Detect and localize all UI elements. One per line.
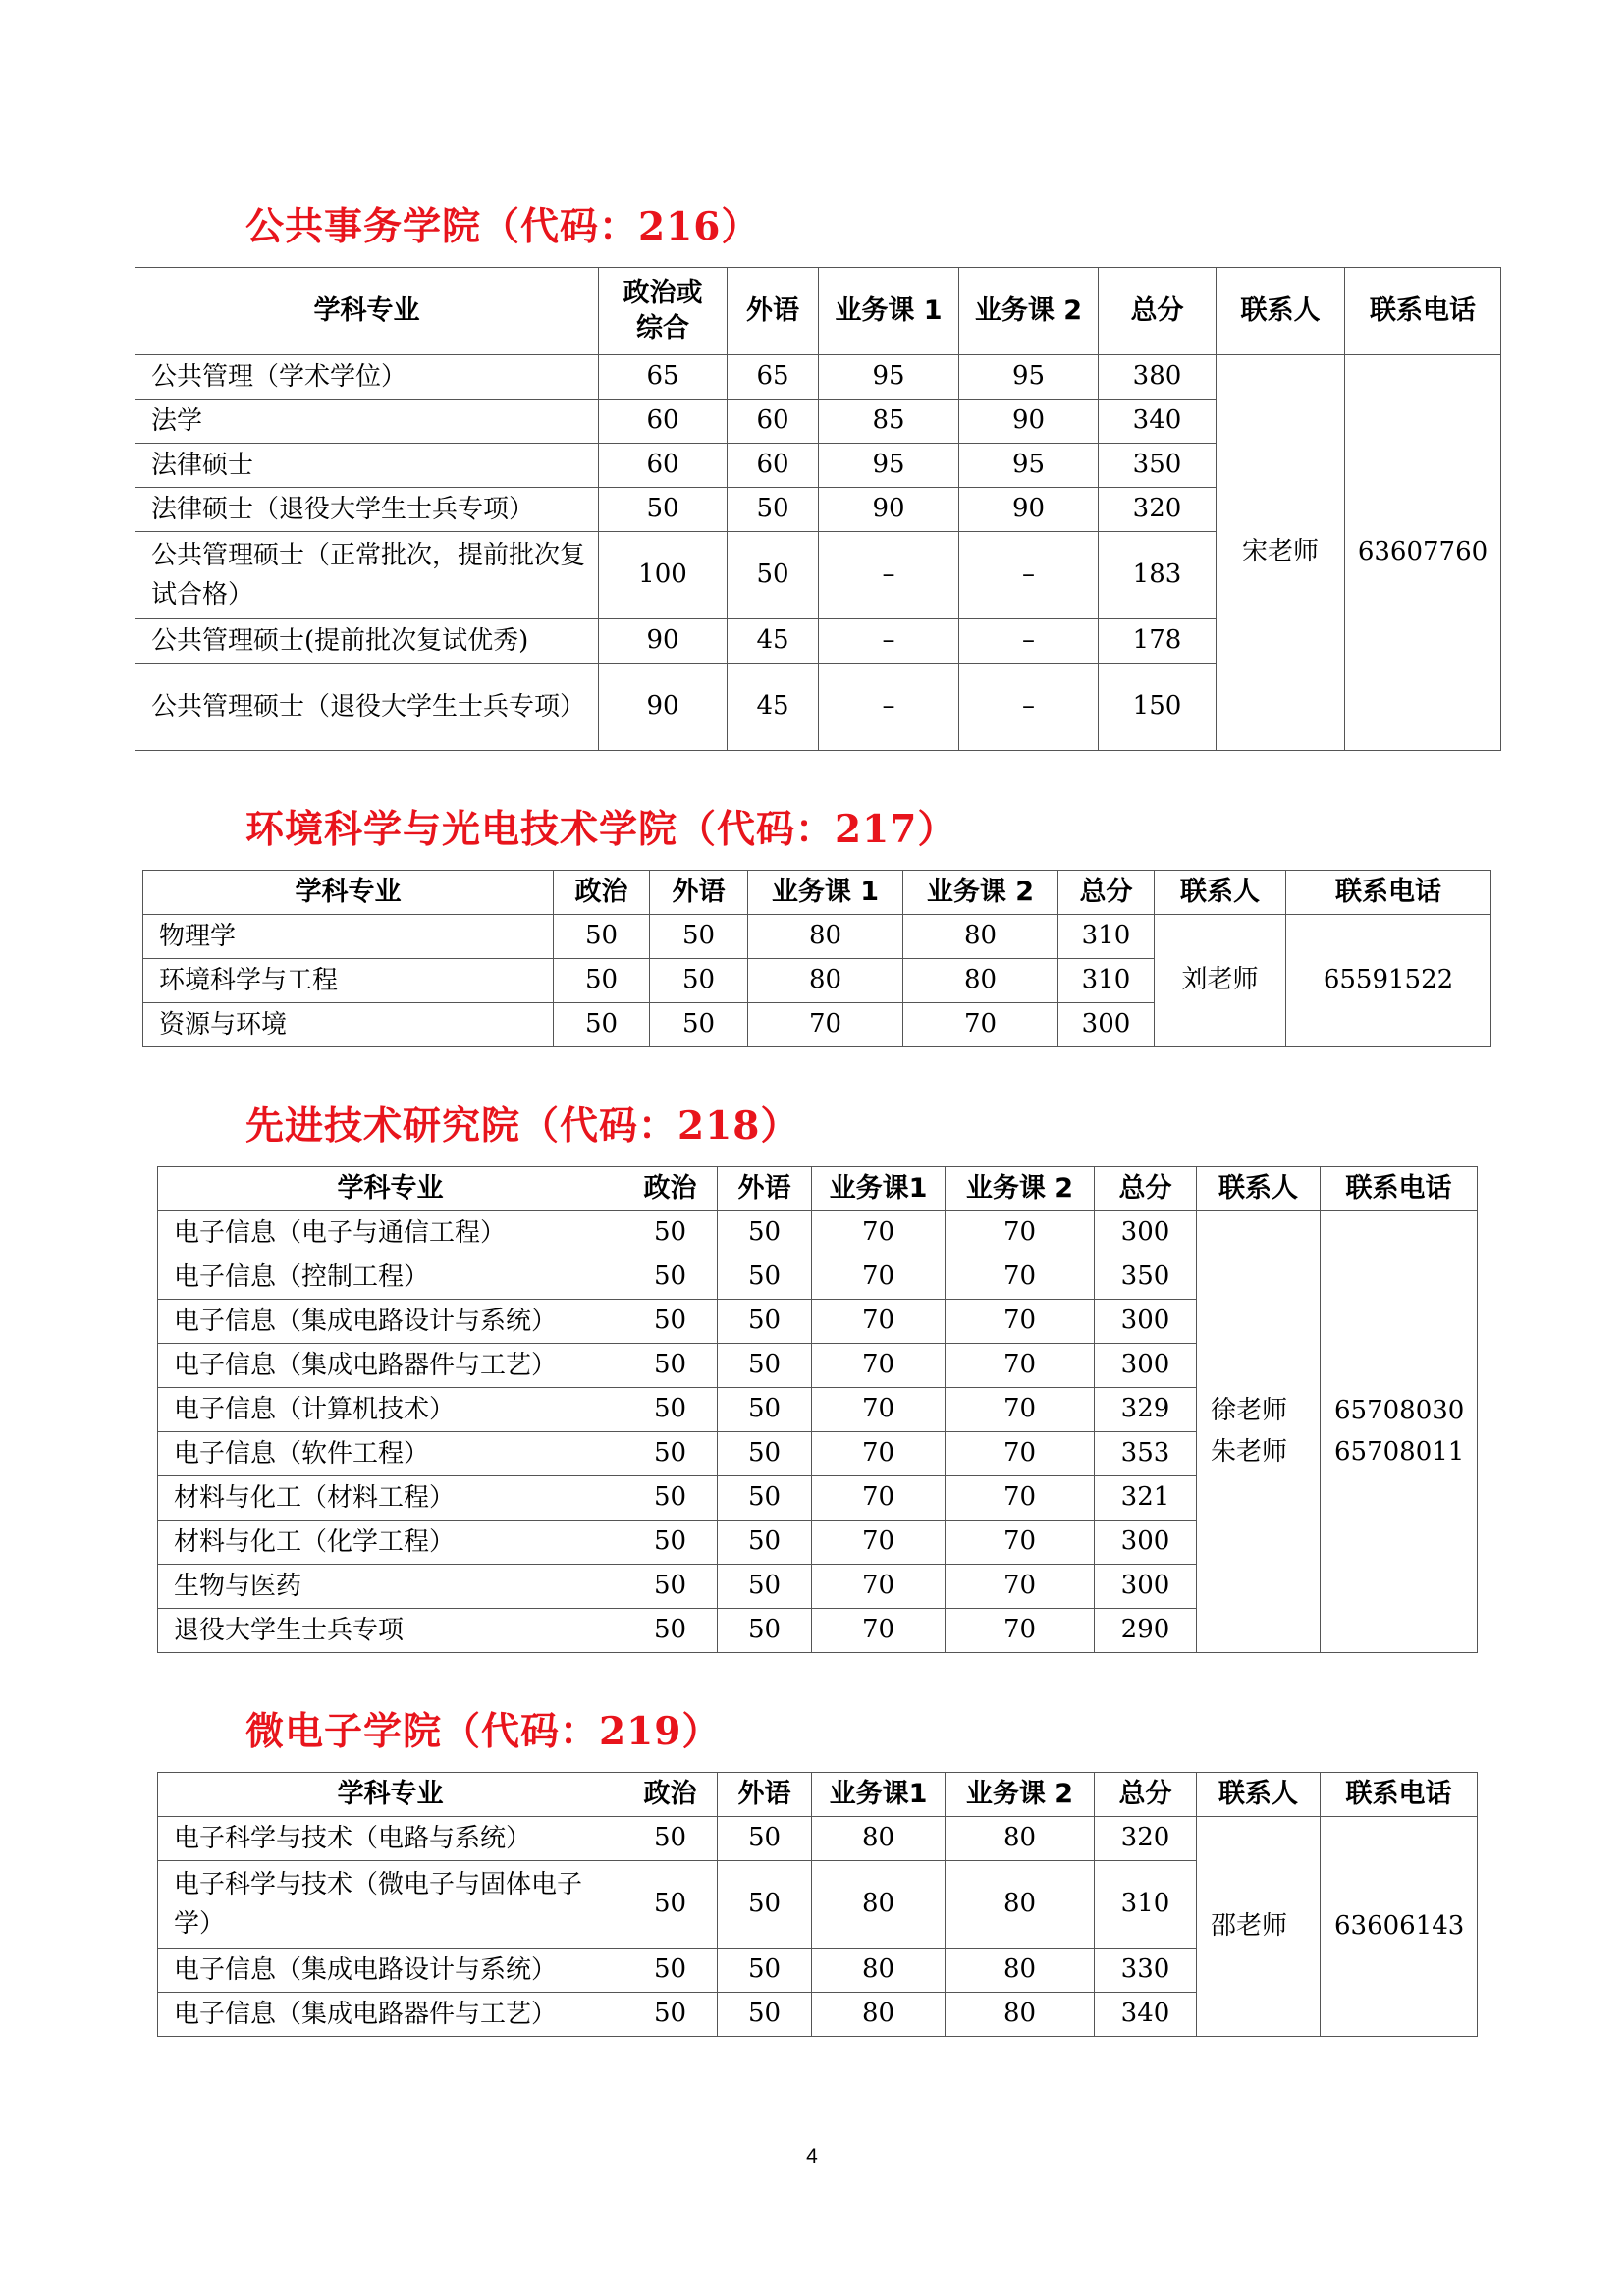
score-cell: 95 — [819, 355, 959, 400]
score-cell: 95 — [819, 444, 959, 488]
score-cell: 80 — [812, 1861, 946, 1949]
header-contact: 联系人 — [1197, 1773, 1321, 1817]
header-major: 学科专业 — [143, 871, 554, 915]
contact-person: 刘老师 — [1155, 915, 1286, 1047]
score-cell: 70 — [946, 1476, 1095, 1521]
score-cell: 70 — [946, 1255, 1095, 1300]
score-cell: 70 — [812, 1211, 946, 1255]
table-row — [143, 915, 1491, 959]
score-cell: 70 — [812, 1388, 946, 1432]
score-table-217 — [142, 870, 1491, 1047]
score-cell: 45 — [728, 664, 819, 751]
score-cell: 80 — [748, 959, 903, 1003]
score-cell: 70 — [946, 1300, 1095, 1344]
score-cell: 65 — [599, 355, 728, 400]
header-contact: 联系人 — [1155, 871, 1286, 915]
score-cell: 50 — [718, 1993, 812, 2037]
header-contact: 联系人 — [1197, 1167, 1321, 1211]
score-cell: 70 — [946, 1565, 1095, 1609]
header-subject-2: 外语 — [718, 1773, 812, 1817]
total-score: 290 — [1095, 1609, 1197, 1653]
total-score: 310 — [1058, 915, 1155, 959]
table-row — [135, 355, 1501, 400]
score-cell: 70 — [812, 1565, 946, 1609]
score-cell: 50 — [623, 1521, 718, 1565]
score-cell: 60 — [599, 400, 728, 444]
score-cell: 90 — [599, 664, 728, 751]
score-cell: 50 — [554, 915, 650, 959]
header-contact: 联系人 — [1217, 268, 1345, 355]
header-subject-1: 政治 — [623, 1167, 718, 1211]
score-cell: 70 — [748, 1003, 903, 1047]
header-subject-4: 业务课 2 — [946, 1167, 1095, 1211]
table-header-row — [158, 1167, 1478, 1211]
major-name: 生物与医药 — [158, 1565, 623, 1609]
major-name: 材料与化工（化学工程） — [158, 1521, 623, 1565]
score-cell: 50 — [554, 1003, 650, 1047]
score-table-219 — [157, 1772, 1478, 2037]
header-major: 学科专业 — [135, 268, 599, 355]
contact-phone-1: 65708030 — [1334, 1395, 1465, 1425]
contact-person: 宋老师 — [1217, 355, 1345, 751]
table-header-row — [135, 268, 1501, 355]
score-cell: 50 — [623, 1300, 718, 1344]
header-subject-2: 外语 — [718, 1167, 812, 1211]
total-score: 310 — [1058, 959, 1155, 1003]
major-name: 电子科学与技术（微电子与固体电子学） — [158, 1861, 623, 1949]
major-name: 电子信息（计算机技术） — [158, 1388, 623, 1432]
score-cell: 60 — [728, 400, 819, 444]
score-cell: 90 — [819, 488, 959, 532]
score-cell: 50 — [718, 1476, 812, 1521]
major-name: 退役大学生士兵专项 — [158, 1609, 623, 1653]
score-cell: 90 — [959, 488, 1099, 532]
major-name: 环境科学与工程 — [143, 959, 554, 1003]
total-score: 300 — [1095, 1300, 1197, 1344]
header-subject-3: 业务课 1 — [748, 871, 903, 915]
major-name: 公共管理硕士(提前批次复试优秀) — [135, 619, 599, 664]
score-cell: 80 — [946, 1861, 1095, 1949]
total-score: 300 — [1058, 1003, 1155, 1047]
score-cell: 50 — [623, 1432, 718, 1476]
table-row — [158, 1817, 1478, 1861]
major-name: 材料与化工（材料工程） — [158, 1476, 623, 1521]
contact-person-1: 徐老师 — [1211, 1395, 1288, 1425]
score-cell: 50 — [623, 1255, 718, 1300]
major-name: 公共管理硕士（退役大学生士兵专项） — [135, 664, 599, 751]
page-number: 4 — [806, 2145, 818, 2167]
score-cell: 50 — [718, 1565, 812, 1609]
score-cell: 80 — [946, 1817, 1095, 1861]
major-name: 公共管理硕士（正常批次，提前批次复试合格） — [135, 532, 599, 619]
header-total: 总分 — [1058, 871, 1155, 915]
score-cell: 50 — [718, 1949, 812, 1993]
header-phone: 联系电话 — [1321, 1773, 1478, 1817]
score-cell: 50 — [650, 915, 748, 959]
section-title-217: 环境科学与光电技术学院（代码：217） — [245, 807, 957, 852]
score-cell: 45 — [728, 619, 819, 664]
score-cell: 80 — [812, 1993, 946, 2037]
section-title-219: 微电子学院（代码：219） — [245, 1709, 722, 1754]
header-subject-2: 外语 — [650, 871, 748, 915]
header-total: 总分 — [1095, 1773, 1197, 1817]
score-cell: 50 — [623, 1609, 718, 1653]
total-score: 321 — [1095, 1476, 1197, 1521]
score-cell: 50 — [718, 1255, 812, 1300]
score-cell: 70 — [946, 1344, 1095, 1388]
total-score: 183 — [1099, 532, 1217, 619]
major-name: 法律硕士（退役大学生士兵专项） — [135, 488, 599, 532]
header-subject-3: 业务课1 — [812, 1773, 946, 1817]
score-cell: 50 — [650, 959, 748, 1003]
contact-phone: 65591522 — [1286, 915, 1491, 1047]
score-cell: 50 — [718, 1211, 812, 1255]
header-subject-1: 政治 — [554, 871, 650, 915]
total-score: 300 — [1095, 1344, 1197, 1388]
header-total: 总分 — [1099, 268, 1217, 355]
total-score: 350 — [1095, 1255, 1197, 1300]
major-name: 电子信息（集成电路器件与工艺） — [158, 1344, 623, 1388]
total-score: 330 — [1095, 1949, 1197, 1993]
header-subject-4: 业务课 2 — [959, 268, 1099, 355]
score-cell: 50 — [623, 1949, 718, 1993]
score-cell: 80 — [903, 915, 1058, 959]
score-cell: 50 — [554, 959, 650, 1003]
major-name: 电子信息（集成电路器件与工艺） — [158, 1993, 623, 2037]
major-name: 物理学 — [143, 915, 554, 959]
score-cell: 50 — [718, 1300, 812, 1344]
score-cell: 50 — [623, 1861, 718, 1949]
score-cell: 50 — [728, 488, 819, 532]
total-score: 329 — [1095, 1388, 1197, 1432]
score-cell: 70 — [946, 1388, 1095, 1432]
total-score: 300 — [1095, 1521, 1197, 1565]
header-phone: 联系电话 — [1286, 871, 1491, 915]
score-cell: 95 — [959, 444, 1099, 488]
score-cell: 70 — [812, 1609, 946, 1653]
score-cell: 50 — [623, 1565, 718, 1609]
major-name: 法学 — [135, 400, 599, 444]
contact-phone: 63607760 — [1345, 355, 1501, 751]
total-score: 320 — [1095, 1817, 1197, 1861]
score-cell: 50 — [718, 1817, 812, 1861]
contact-person — [1197, 1211, 1321, 1653]
header-subject-3: 业务课 1 — [819, 268, 959, 355]
score-cell: – — [819, 664, 959, 751]
total-score: 320 — [1099, 488, 1217, 532]
header-subject-4: 业务课 2 — [946, 1773, 1095, 1817]
total-score: 178 — [1099, 619, 1217, 664]
header-subject-2: 外语 — [728, 268, 819, 355]
score-cell: 70 — [812, 1432, 946, 1476]
score-cell: 80 — [748, 915, 903, 959]
score-cell: 80 — [812, 1949, 946, 1993]
score-cell: 100 — [599, 532, 728, 619]
score-cell: – — [959, 664, 1099, 751]
score-cell: 70 — [812, 1344, 946, 1388]
score-cell: 95 — [959, 355, 1099, 400]
score-cell: – — [959, 532, 1099, 619]
header-subject-1: 政治或综合 — [599, 268, 728, 355]
score-cell: 50 — [718, 1432, 812, 1476]
score-cell: 70 — [812, 1521, 946, 1565]
header-phone: 联系电话 — [1345, 268, 1501, 355]
major-name: 公共管理（学术学位） — [135, 355, 599, 400]
major-name: 电子信息（控制工程） — [158, 1255, 623, 1300]
score-cell: 80 — [946, 1949, 1095, 1993]
score-cell: – — [819, 619, 959, 664]
contact-phone-2: 65708011 — [1334, 1436, 1465, 1467]
major-name: 资源与环境 — [143, 1003, 554, 1047]
score-cell: 70 — [946, 1609, 1095, 1653]
score-cell: 90 — [959, 400, 1099, 444]
contact-phone: 63606143 — [1321, 1817, 1478, 2037]
score-cell: 50 — [599, 488, 728, 532]
contact-person-2: 朱老师 — [1211, 1436, 1288, 1467]
section-title-216: 公共事务学院（代码：216） — [245, 204, 761, 249]
score-cell: 50 — [623, 1993, 718, 2037]
score-cell: 50 — [623, 1817, 718, 1861]
table-header-row — [143, 871, 1491, 915]
score-cell: 80 — [903, 959, 1058, 1003]
score-cell: 70 — [946, 1432, 1095, 1476]
score-cell: 70 — [812, 1300, 946, 1344]
score-cell: 65 — [728, 355, 819, 400]
score-cell: 50 — [718, 1609, 812, 1653]
score-cell: 70 — [812, 1476, 946, 1521]
table-row — [158, 1211, 1478, 1255]
score-cell: 50 — [650, 1003, 748, 1047]
score-cell: 70 — [946, 1211, 1095, 1255]
score-cell: 50 — [718, 1521, 812, 1565]
major-name: 电子信息（电子与通信工程） — [158, 1211, 623, 1255]
total-score: 300 — [1095, 1211, 1197, 1255]
header-total: 总分 — [1095, 1167, 1197, 1211]
score-cell: 90 — [599, 619, 728, 664]
total-score: 340 — [1095, 1993, 1197, 2037]
score-cell: 60 — [599, 444, 728, 488]
major-name: 电子信息（集成电路设计与系统） — [158, 1300, 623, 1344]
contact-person: 邵老师 — [1197, 1817, 1321, 2037]
total-score: 380 — [1099, 355, 1217, 400]
table-header-row — [158, 1773, 1478, 1817]
header-subject-4: 业务课 2 — [903, 871, 1058, 915]
score-cell: 60 — [728, 444, 819, 488]
contact-phone — [1321, 1211, 1478, 1653]
total-score: 350 — [1099, 444, 1217, 488]
major-name: 电子信息（软件工程） — [158, 1432, 623, 1476]
score-cell: 50 — [623, 1388, 718, 1432]
score-cell: 80 — [946, 1993, 1095, 2037]
header-subject-1: 政治 — [623, 1773, 718, 1817]
score-cell: 70 — [946, 1521, 1095, 1565]
header-major: 学科专业 — [158, 1773, 623, 1817]
section-title-218: 先进技术研究院（代码：218） — [245, 1103, 800, 1148]
score-cell: 50 — [718, 1388, 812, 1432]
major-name: 电子科学与技术（电路与系统） — [158, 1817, 623, 1861]
major-name: 法律硕士 — [135, 444, 599, 488]
total-score: 310 — [1095, 1861, 1197, 1949]
header-subject-3: 业务课1 — [812, 1167, 946, 1211]
score-cell: 50 — [623, 1344, 718, 1388]
score-cell: 50 — [623, 1211, 718, 1255]
score-cell: 80 — [812, 1817, 946, 1861]
score-cell: 85 — [819, 400, 959, 444]
header-phone: 联系电话 — [1321, 1167, 1478, 1211]
total-score: 340 — [1099, 400, 1217, 444]
score-cell: 50 — [718, 1344, 812, 1388]
score-cell: 70 — [903, 1003, 1058, 1047]
score-cell: – — [819, 532, 959, 619]
major-name: 电子信息（集成电路设计与系统） — [158, 1949, 623, 1993]
score-cell: 50 — [718, 1861, 812, 1949]
total-score: 300 — [1095, 1565, 1197, 1609]
score-cell: 50 — [728, 532, 819, 619]
total-score: 150 — [1099, 664, 1217, 751]
score-cell: 50 — [623, 1476, 718, 1521]
score-cell: – — [959, 619, 1099, 664]
header-major: 学科专业 — [158, 1167, 623, 1211]
score-table-218 — [157, 1166, 1478, 1653]
score-table-216 — [135, 267, 1501, 751]
total-score: 353 — [1095, 1432, 1197, 1476]
score-cell: 70 — [812, 1255, 946, 1300]
